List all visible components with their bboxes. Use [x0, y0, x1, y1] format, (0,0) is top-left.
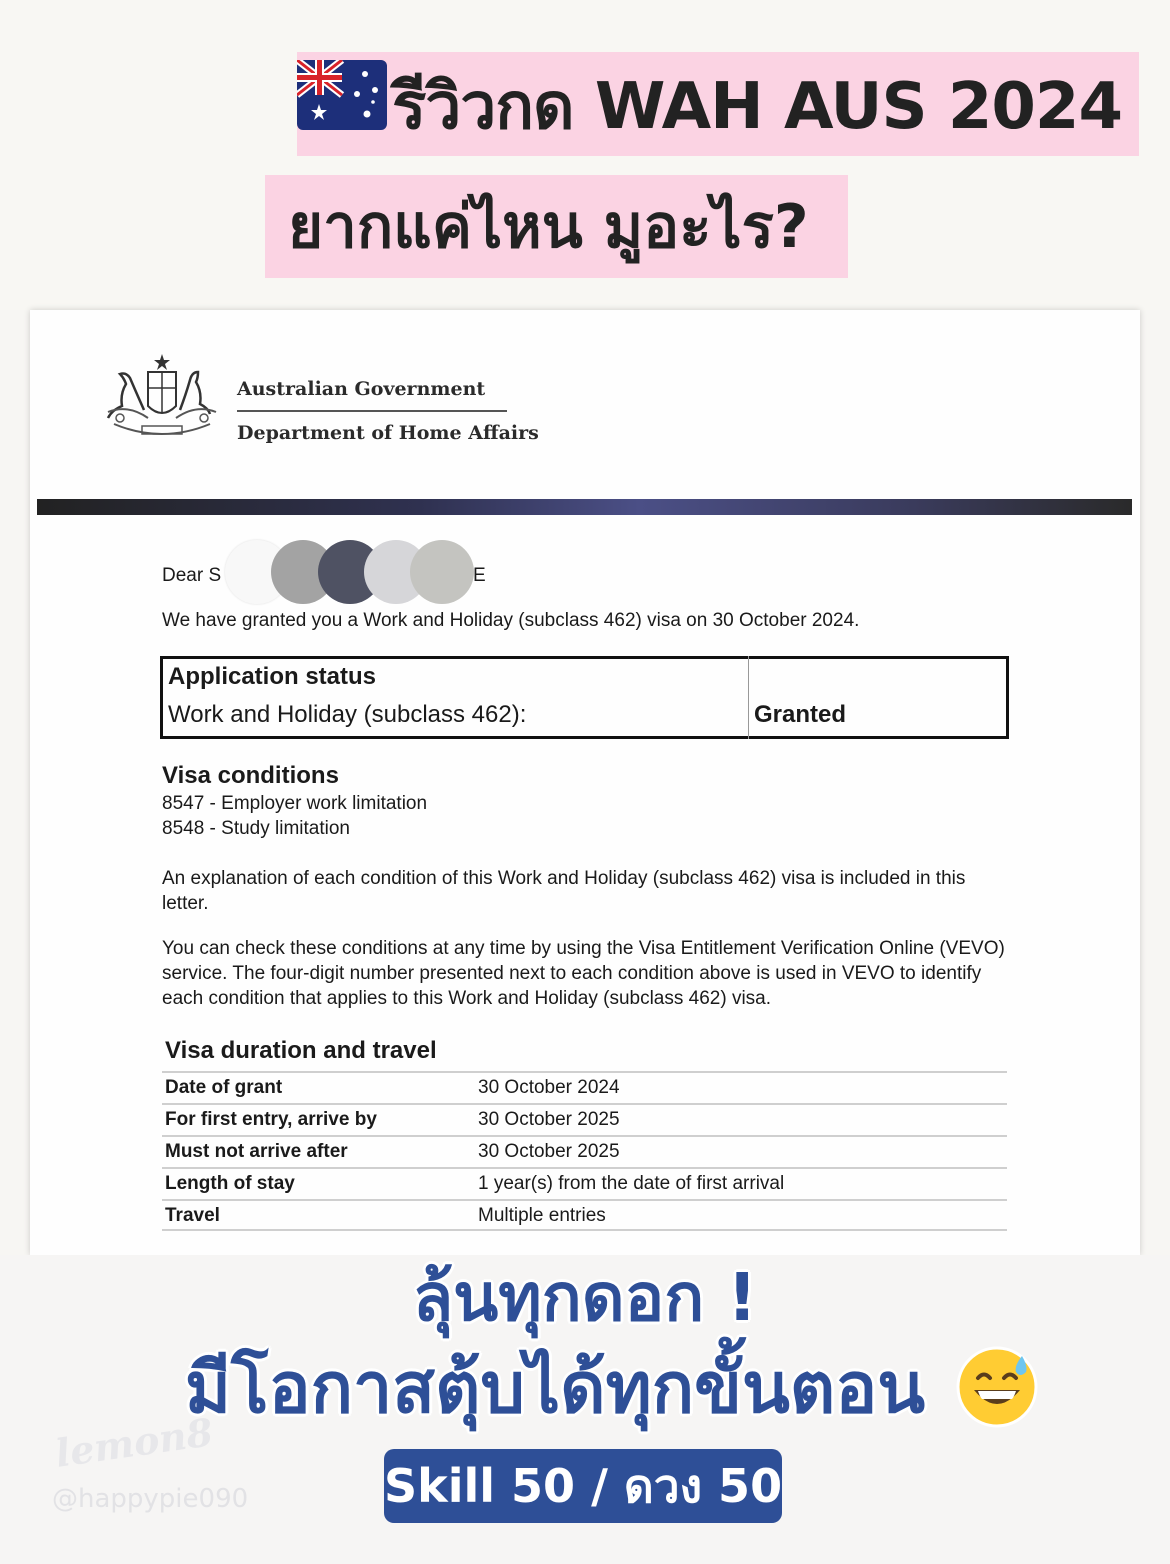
page-title: รีวิวกด WAH AUS 2024 [392, 70, 1122, 144]
grinning-sweat-emoji-icon [956, 1346, 1038, 1428]
row-value: 30 October 2025 [478, 1109, 620, 1130]
greeting-start: Dear S [162, 565, 222, 586]
row-value: 30 October 2024 [478, 1077, 620, 1098]
table-row [162, 1135, 1007, 1167]
letterhead-org: Australian Government [237, 378, 486, 400]
status-column-divider [748, 656, 749, 739]
row-label: Travel [165, 1205, 220, 1226]
caption-line-1: ลุ้นทุกดอก ! [412, 1259, 758, 1336]
caption-line-2: มีโอกาสตุ้บได้ทุกขั้นตอน [184, 1347, 926, 1429]
row-value: 1 year(s) from the date of first arrival [478, 1173, 785, 1194]
grant-statement: We have granted you a Work and Holiday (subclass 462) visa on 30 October 2024. [162, 610, 860, 631]
row-label: Must not arrive after [165, 1141, 348, 1162]
coat-of-arms-icon [98, 350, 226, 446]
greeting-end: E [473, 565, 486, 586]
status-visa-label: Work and Holiday (subclass 462): [168, 701, 527, 728]
duration-table [162, 1071, 1007, 1231]
row-label: Date of grant [165, 1077, 283, 1098]
table-row [162, 1103, 1007, 1135]
row-value: 30 October 2025 [478, 1141, 620, 1162]
letterhead-band [37, 499, 1132, 515]
conditions-title: Visa conditions [162, 762, 339, 789]
redaction-circle [410, 540, 474, 604]
letterhead-department: Department of Home Affairs [237, 422, 539, 444]
condition-item: 8548 - Study limitation [162, 818, 350, 839]
table-row [162, 1071, 1007, 1103]
skill-luck-badge: Skill 50 / ดวง 50 [384, 1449, 782, 1523]
row-label: For first entry, arrive by [165, 1109, 377, 1130]
letterhead-divider [237, 410, 507, 412]
vevo-explanation: You can check these conditions at any time by using the Visa Entitlement Verification Online (VEVO) service. The four-digit number presented next to each condition above is used in VEVO to identify each condition that applies to this Work and Holiday (subclass 462) visa. [162, 938, 1005, 1009]
duration-title: Visa duration and travel [165, 1037, 437, 1064]
row-label: Length of stay [165, 1173, 295, 1194]
australia-flag-icon [297, 60, 387, 130]
watermark-handle: @happypie090 [52, 1484, 249, 1514]
conditions-explanation: An explanation of each condition of this Work and Holiday (subclass 462) visa is included in this letter. [162, 868, 966, 914]
table-row [162, 1167, 1007, 1199]
status-title: Application status [168, 663, 377, 690]
condition-item: 8547 - Employer work limitation [162, 793, 428, 814]
watermark-brand: lemon8 [52, 1409, 216, 1476]
status-badge: Granted [754, 701, 847, 728]
page-subtitle: ยากแค่ไหน มูอะไร? [288, 192, 809, 262]
row-value: Multiple entries [478, 1205, 606, 1226]
table-row [162, 1199, 1007, 1231]
